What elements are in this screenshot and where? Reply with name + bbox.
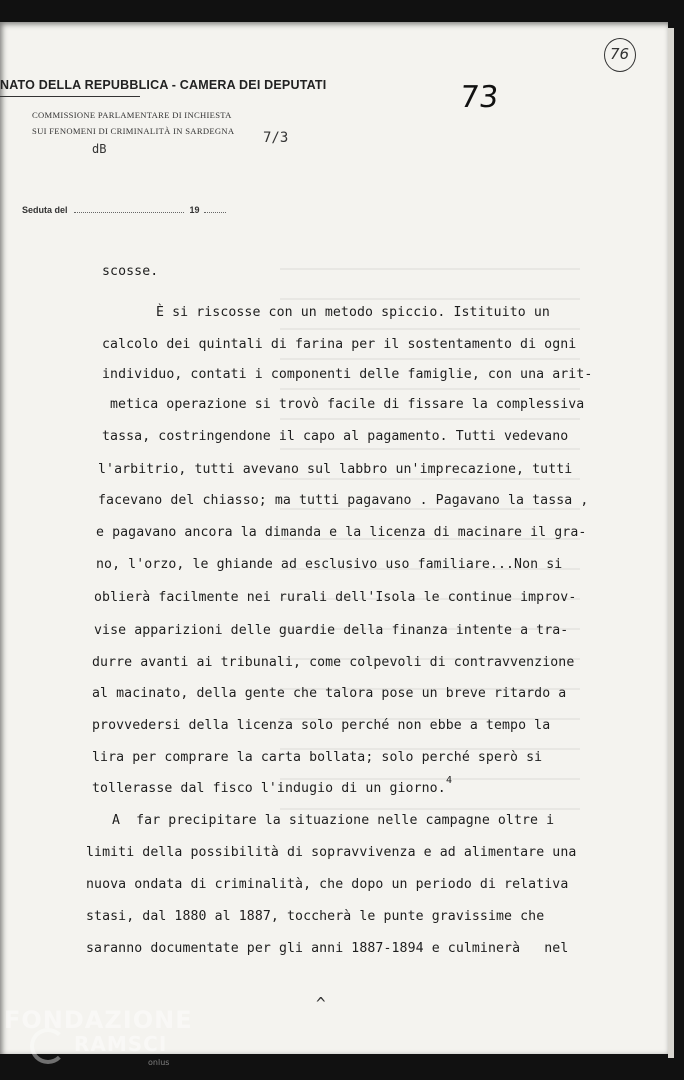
text-line: l'arbitrio, tutti avevano sul labbro un'imprecazione, tutti [98, 462, 573, 477]
heading-underline [0, 96, 140, 97]
text-line: oblierà facilmente nei rurali dell'Isola le continue improv- [94, 590, 577, 605]
handwritten-page-number: 73 [458, 80, 501, 115]
text-line: stasi, dal 1880 al 1887, toccherà le punte gravissime che [86, 909, 545, 924]
text-line: scosse. [102, 264, 159, 279]
text-line: saranno documentate per gli anni 1887-1894 e culminerà nel [86, 941, 569, 956]
text-line: provvedersi della licenza solo perché non ebbe a tempo la [92, 718, 551, 733]
circled-number-text: 76 [610, 45, 630, 63]
seduta-year: 19 [189, 205, 200, 215]
text-line: È si riscosse con un metodo spiccio. Istituito un [156, 305, 550, 320]
text-line: calcolo dei quintali di farina per il sostentamento di ogni [102, 337, 577, 352]
text-line: individuo, contati i componenti delle famiglie, con una arit- [102, 367, 593, 382]
seduta-date-blank [74, 212, 184, 213]
watermark-line-2: RAMSCI [74, 1032, 168, 1056]
text-line: facevano del chiasso; ma tutti pagavano . Pagavano la tassa , [98, 493, 589, 508]
text-line: tollerasse dal fisco l'indugio di un giorno. [92, 781, 446, 796]
commission-line-1: COMMISSIONE PARLAMENTARE DI INCHIESTA [32, 110, 232, 120]
text-line: al macinato, della gente che talora pose un breve ritardo a [92, 686, 567, 701]
seduta-field [22, 205, 226, 215]
seduta-year-blank [204, 212, 226, 213]
commission-line-2: SUI FENOMENI DI CRIMINALITÀ IN SARDEGNA [32, 126, 235, 136]
institution-heading: NATO DELLA REPUBBLICA - CAMERA DEI DEPUTATI [0, 78, 327, 92]
text-line: e pagavano ancora la dimanda e la licenza di macinare il gra- [96, 525, 587, 540]
text-line: limiti della possibilità di sopravvivenza e ad alimentare una [86, 845, 577, 860]
text-line: tassa, costringendone il capo al pagamento. Tutti vedevano [102, 429, 569, 444]
caret-mark: ^ [316, 994, 326, 1013]
reference-number: 7/3 [263, 130, 289, 146]
circled-page-number [604, 38, 636, 72]
seduta-label: Seduta del [22, 205, 68, 215]
text-line: A far precipitare la situazione nelle campagne oltre i [112, 813, 555, 828]
text-line: vise apparizioni delle guardie della finanza intente a tra- [94, 623, 569, 638]
text-line: no, l'orzo, le ghiande ad esclusivo uso familiare...Non si [96, 557, 563, 572]
footnote-mark: 4 [446, 775, 453, 786]
text-line: metica operazione si trovò facile di fissare la complessiva [110, 397, 585, 412]
page-edge [668, 28, 674, 1058]
watermark-line-1: FONDAZIONE [4, 1006, 193, 1034]
text-line: lira per comprare la carta bollata; solo perché sperò si [92, 750, 543, 765]
watermark-line-3: onlus [148, 1058, 170, 1067]
text-line: nuova ondata di criminalità, che dopo un periodo di relativa [86, 877, 569, 892]
typist-code: dB [92, 142, 107, 156]
text-line: durre avanti ai tribunali, come colpevoli di contravvenzione [92, 655, 575, 670]
